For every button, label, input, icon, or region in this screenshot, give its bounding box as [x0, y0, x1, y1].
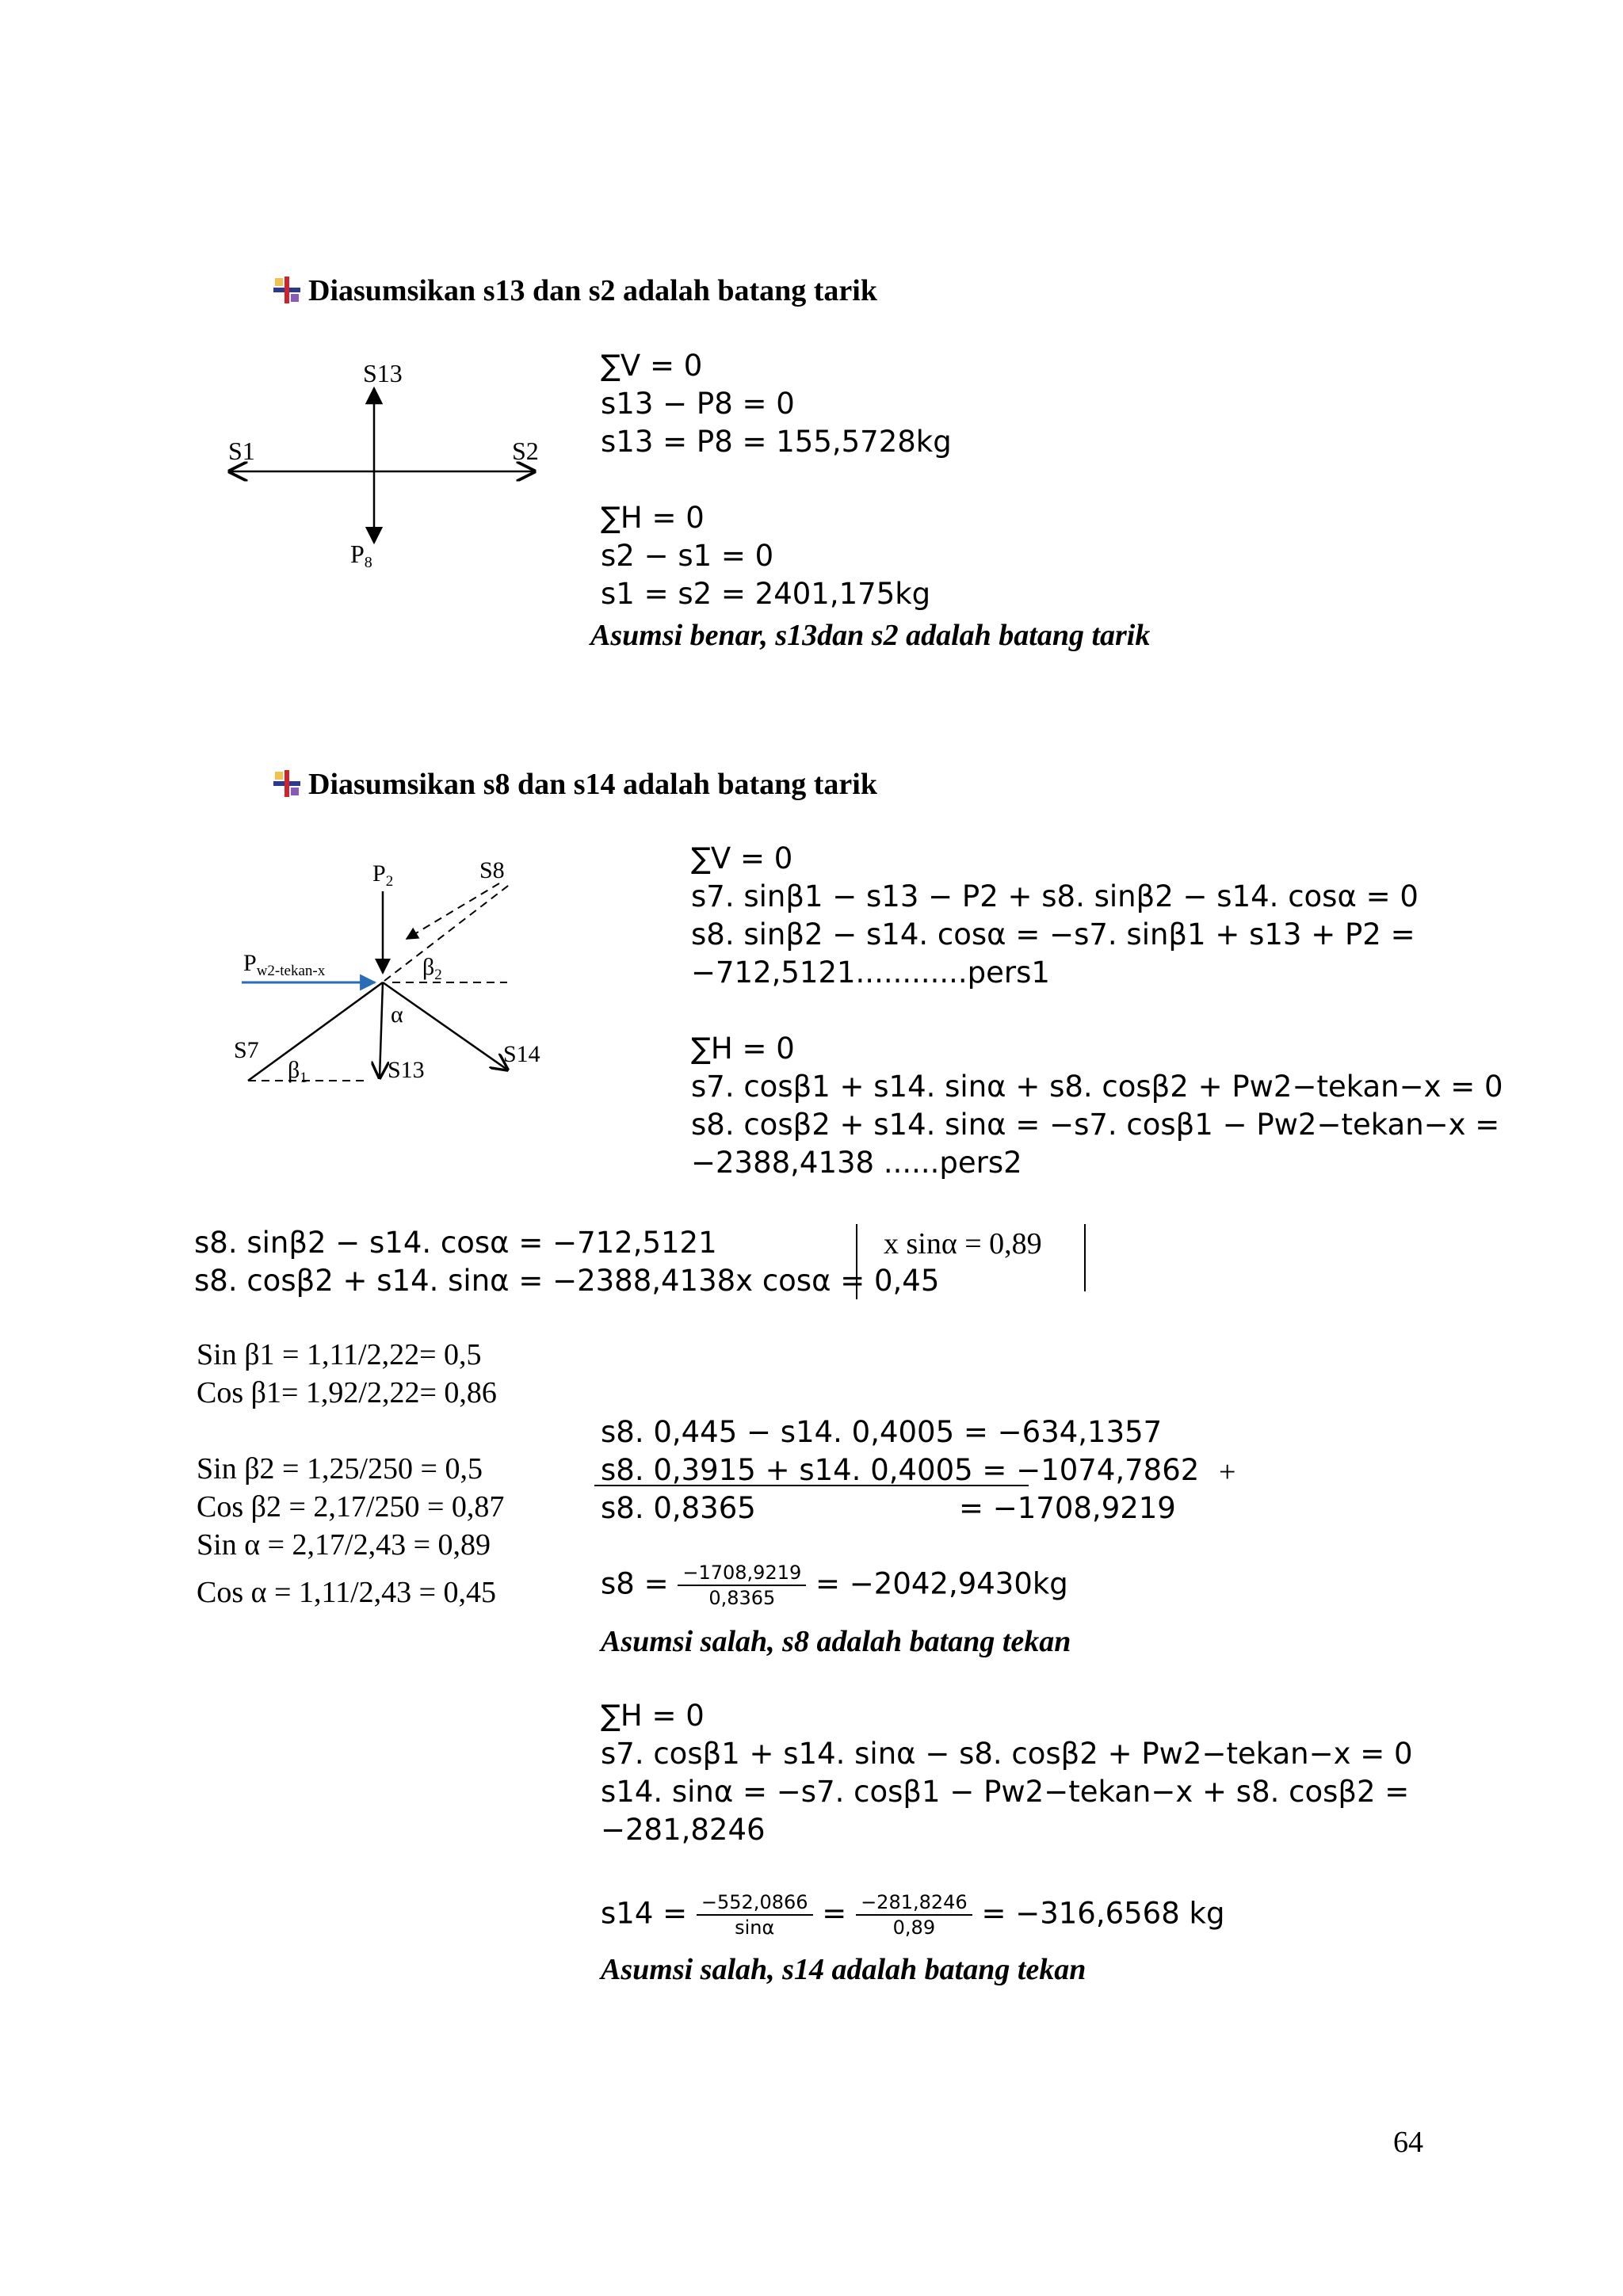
s2-label: S2 — [512, 437, 539, 465]
equation-line: s8. cosβ2 + s14. sinα = −s7. cosβ1 − Pw2−tekan−x = — [691, 1108, 1500, 1142]
alpha-label: α — [391, 1001, 403, 1028]
s14-result: s14 = $\frac{-552,0866}{\sin\alpha}$ = $\frac{-281,8246}{0,89}$ = −316,6568 kg — [601, 1891, 1225, 1939]
equation-line: s2 − s1 = 0 — [601, 539, 774, 573]
equation-line: s1 = s2 = 2401,175kg — [601, 577, 931, 611]
s8-label: S8 — [479, 857, 505, 883]
elimination-line-2: s8. cosβ2 + s14. sinα = −2388,4138x cosα = 0,45 — [194, 1264, 940, 1298]
s8-arrow — [407, 883, 499, 939]
equation-line: s13 = P8 = 155,5728kg — [601, 425, 952, 459]
elimination-line-1: s8. sinβ2 − s14. cosα = −712,5121 — [194, 1226, 717, 1260]
equation-line: ∑H = 0 — [601, 501, 705, 535]
s13-arrow — [380, 982, 383, 1077]
s7-label: S7 — [234, 1037, 259, 1063]
multiplier-1: x sinα = 0,89 — [884, 1227, 1042, 1261]
s13-label: S13 — [388, 1057, 425, 1083]
section2-equations — [691, 840, 1503, 1182]
beta2-label: $\beta_2$ — [422, 954, 442, 983]
equation-line: −2388,4138 ......pers2 — [691, 1146, 1022, 1180]
section2-heading: Diasumsikan s8 dan s14 adalah batang tarik — [273, 767, 877, 802]
trig-cos-alpha: Cos α = 1,11/2,43 = 0,45 — [197, 1576, 497, 1609]
trig-sin-beta2: Sin β2 = 1,25/250 = 0,5 — [197, 1452, 483, 1486]
equation-line: ∑V = 0 — [601, 349, 703, 383]
p2-label: $P_2$ — [372, 860, 394, 890]
pw-label: $P_{w2-tekan-x}$ — [243, 950, 326, 979]
multiplier-bar — [1084, 1224, 1086, 1291]
bullet-icon — [273, 770, 300, 797]
equation-line: ∑V = 0 — [691, 841, 793, 875]
equation-line: ∑H = 0 — [601, 1699, 705, 1733]
p8-label: P8 — [350, 540, 372, 571]
s8-result: s8 = $\frac{-1708,9219}{0,8365}$ = −2042,9430kg — [601, 1562, 1068, 1609]
solve-row-3-left: s8. 0,8365 — [601, 1491, 756, 1525]
s14-fraction-2: $\frac{-281,8246}{0,89}$ — [856, 1890, 972, 1939]
solve-row-1: s8. 0,445 − s14. 0,4005 = −634,1357 — [601, 1415, 1163, 1449]
section1-conclusion: Asumsi benar, s13dan s2 adalah batang tarik — [590, 619, 1151, 652]
s13-label: S13 — [363, 359, 403, 387]
joint-diagram-2 — [234, 848, 575, 1101]
trig-sin-alpha: Sin α = 2,17/2,43 = 0,89 — [197, 1528, 491, 1562]
h-equations — [601, 1697, 1413, 1849]
equation-line: −712,5121............pers1 — [691, 955, 1050, 990]
equation-line: −281,8246 — [601, 1813, 766, 1847]
trig-cos-beta1: Cos β1= 1,92/2,22= 0,86 — [197, 1376, 497, 1409]
bullet-icon — [273, 277, 300, 303]
multiplier-bar — [856, 1224, 857, 1299]
s8-member — [384, 883, 511, 981]
page-number: 64 — [1393, 2126, 1423, 2159]
s14-fraction-1: $\frac{-552,0866}{\sin\alpha}$ — [697, 1890, 813, 1939]
plus-sign: + — [1219, 1455, 1236, 1489]
equation-line: s7. cosβ1 + s14. sinα + s8. cosβ2 + Pw2−tekan−x = 0 — [691, 1070, 1503, 1104]
s14-conclusion: Asumsi salah, s14 adalah batang tekan — [601, 1953, 1086, 1986]
equation-line: s7. cosβ1 + s14. sinα − s8. cosβ2 + Pw2−tekan−x = 0 — [601, 1737, 1413, 1771]
s8-fraction: $\frac{-1708,9219}{0,8365}$ — [678, 1561, 806, 1610]
s8-conclusion: Asumsi salah, s8 adalah batang tekan — [601, 1625, 1071, 1658]
equation-line: s13 − P8 = 0 — [601, 387, 795, 421]
solve-row-2: s8. 0,3915 + s14. 0,4005 = −1074,7862 — [601, 1453, 1200, 1487]
trig-sin-beta1: Sin β1 = 1,11/2,22= 0,5 — [197, 1338, 482, 1371]
equation-line: ∑H = 0 — [691, 1032, 795, 1066]
sum-line — [594, 1485, 1029, 1486]
equation-line: s8. sinβ2 − s14. cosα = −s7. sinβ1 + s13 + P2 = — [691, 917, 1415, 952]
beta1-label: $\beta_1$ — [288, 1057, 307, 1086]
section1-heading: Diasumsikan s13 dan s2 adalah batang tarik — [273, 273, 877, 308]
section1-equations — [601, 347, 952, 613]
s14-label: S14 — [503, 1041, 540, 1067]
equation-line: s14. sinα = −s7. cosβ1 − Pw2−tekan−x + s8. cosβ2 = — [601, 1775, 1410, 1809]
solve-row-3-right: = −1708,9219 — [959, 1491, 1176, 1525]
joint-diagram-1 — [214, 349, 563, 578]
equation-line: s7. sinβ1 − s13 − P2 + s8. sinβ2 − s14. cosα = 0 — [691, 879, 1419, 913]
s1-label: S1 — [228, 437, 255, 465]
trig-cos-beta2: Cos β2 = 2,17/250 = 0,87 — [197, 1490, 505, 1524]
s7-member — [248, 982, 383, 1081]
